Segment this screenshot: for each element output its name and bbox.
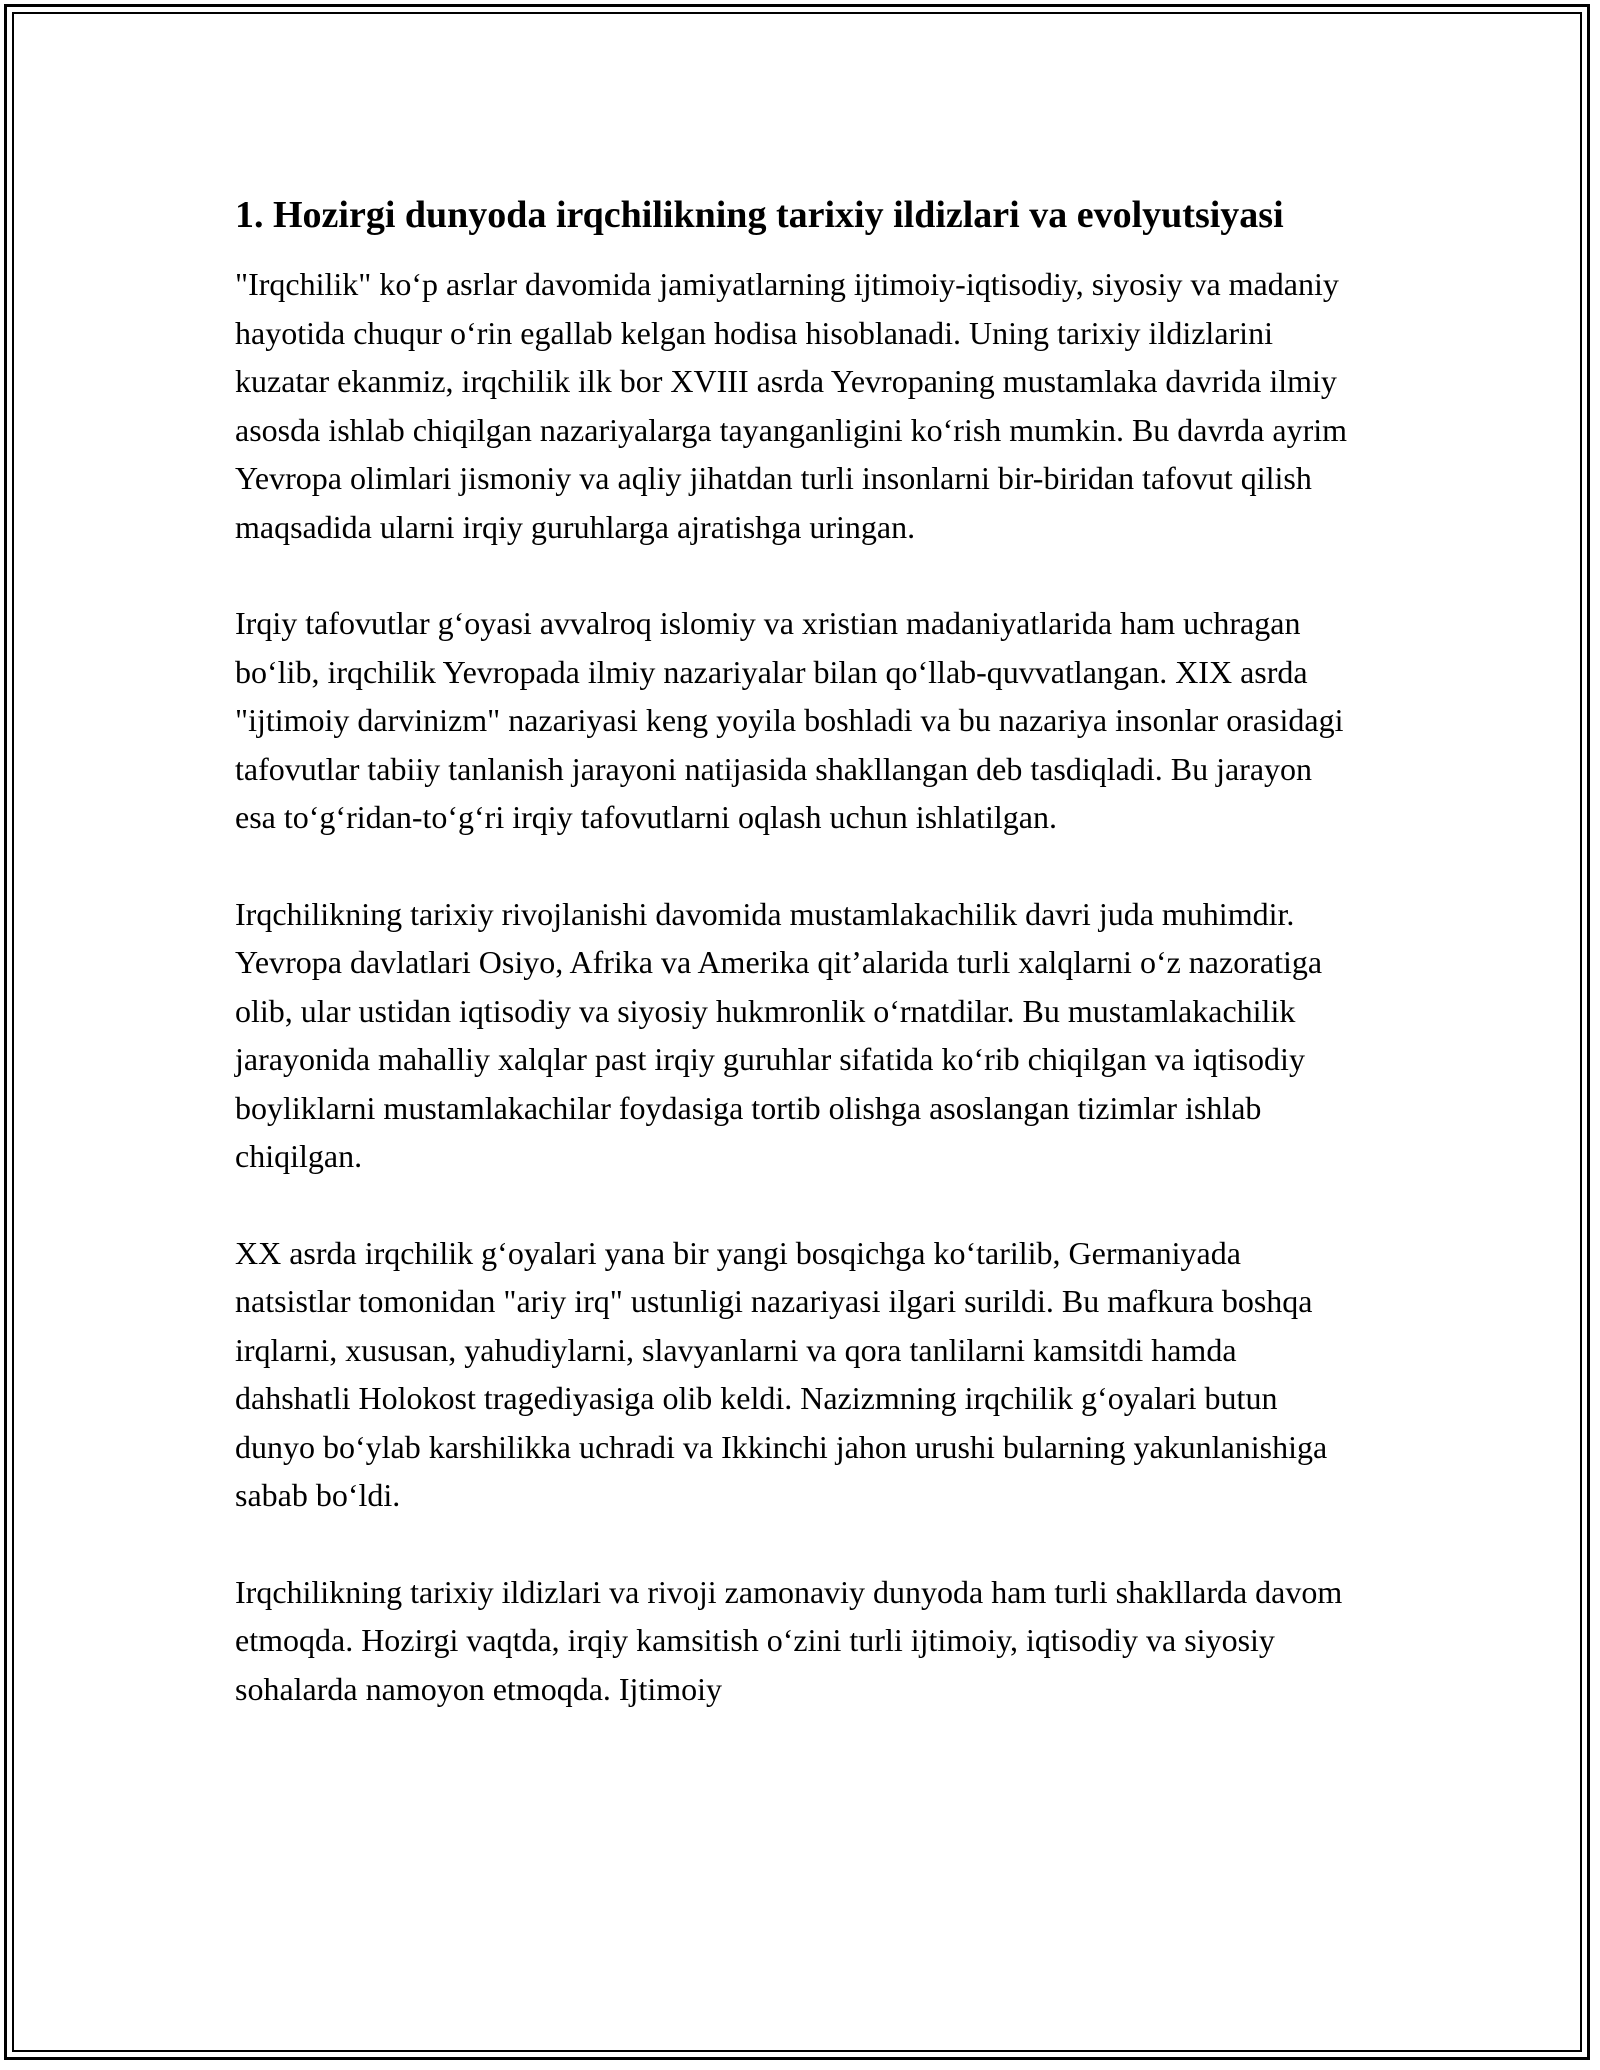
paragraph-5: Irqchilikning tarixiy ildizlari va rivoji zamonaviy dunyoda ham turli shakllarda davom etmoqda. Hozirgi vaqtda, irqiy kamsitish o‘zini turli ijtimoiy, iqtisodiy va siyosiy sohalarda namoyon etmoqda. Ijtimoiy — [235, 1573, 1343, 1707]
section-heading: 1. Hozirgi dunyoda irqchilikning tarixiy ildizlari va evolyutsiyasi — [235, 194, 1284, 236]
paragraph-2: Irqiy tafovutlar g‘oyasi avvalroq islomiy va xristian madaniyatlarida ham uchragan bo‘lib, irqchilik Yevropada ilmiy nazariyalar bilan qo‘llab-quvvatlangan. XIX asrda "ijtimoiy darvinizm" nazariyasi keng yoyila boshladi va bu nazariya insonlar orasidagi tafovutlar tabiiy tanlanish jarayoni natijasida shakllangan deb tasdiqladi. Bu jarayon esa to‘g‘ridan-to‘g‘ri irqiy tafovutlarni oqlash uchun ishlatilgan. — [235, 605, 1344, 835]
document-body — [235, 188, 1355, 1761]
paragraph-3: Irqchilikning tarixiy rivojlanishi davomida mustamlakachilik davri juda muhimdir. Yevropa davlatlari Osiyo, Afrika va Amerika qit’alarida turli xalqlarni o‘z nazoratiga olib, ular ustidan iqtisodiy va siyosiy hukmronlik o‘rnatdilar. Bu mustamlakachilik jarayonida mahalliy xalqlar past irqiy guruhlar sifatida ko‘rib chiqilgan va iqtisodiy boyliklarni mustamlakachilar foydasiga tortib olishga asoslangan tizimlar ishlab chiqilgan. — [235, 895, 1323, 1174]
paragraph-1: "Irqchilik" ko‘p asrlar davomida jamiyatlarning ijtimoiy-iqtisodiy, siyosiy va madaniy hayotida chuqur o‘rin egallab kelgan hodisa hisoblanadi. Uning tarixiy ildizlarini kuzatar ekanmiz, irqchilik ilk bor XVIII asrda Yevropaning mustamlaka davrida ilmiy asosda ishlab chiqilgan nazariyalarga tayanganligini ko‘rish mumkin. Bu davrda ayrim Yevropa olimlari jismoniy va aqliy jihatdan turli insonlarni bir-biridan tafovut qilish maqsadida ularni irqiy guruhlarga ajratishga uringan. — [235, 266, 1347, 545]
paragraph-4: XX asrda irqchilik g‘oyalari yana bir yangi bosqichga ko‘tarilib, Germaniyada natsistlar tomonidan "ariy irq" ustunligi nazariyasi ilgari surildi. Bu mafkura boshqa irqlarni, xususan, yahudiylarni, slavyanlarni va qora tanlilarni kamsitdi hamda dahshatli Holokost tragediyasiga olib keldi. Nazizmning irqchilik g‘oyalari butun dunyo bo‘ylab karshilikka uchradi va Ikkinchi jahon urushi bularning yakunlanishiga sabab bo‘ldi. — [235, 1234, 1328, 1513]
